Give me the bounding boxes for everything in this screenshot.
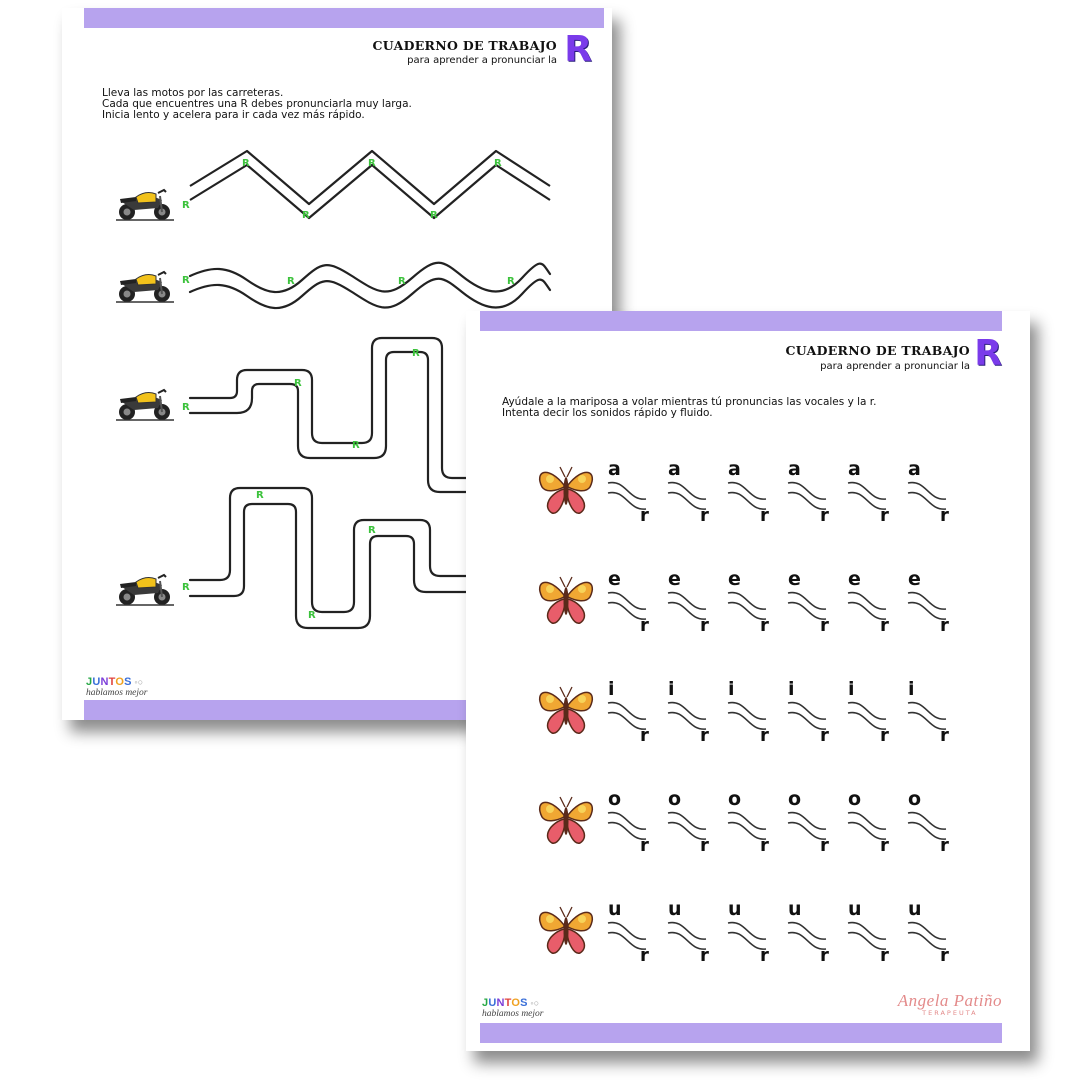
vowel-letter: a xyxy=(908,458,921,480)
butterfly-antennae xyxy=(560,687,572,697)
motorcycle-rear-hub xyxy=(124,291,131,298)
flight-path-upper xyxy=(788,593,826,610)
instruction-line: Ayúdale a la mariposa a volar mientras tú pronuncias las vocales y la r. xyxy=(502,396,877,408)
butterfly-icon xyxy=(540,797,593,843)
road-r-marker: R xyxy=(308,610,316,621)
vowel-letter: u xyxy=(908,898,922,920)
end-letter-r: r xyxy=(880,725,889,746)
end-letter-r: r xyxy=(760,505,769,526)
vowel-letter: u xyxy=(848,898,862,920)
road-edge-top xyxy=(190,263,550,292)
logo-letter: N xyxy=(496,997,505,1009)
butterfly-icon xyxy=(540,467,593,513)
end-letter-r: r xyxy=(700,835,709,856)
motorcycle-icon xyxy=(116,575,174,605)
flight-path-upper xyxy=(668,483,706,500)
flight-path-upper xyxy=(908,813,946,830)
vowel-letter: a xyxy=(668,458,681,480)
flight-path-upper xyxy=(728,703,766,720)
road-edge-top xyxy=(190,488,466,612)
butterfly-icon xyxy=(540,687,593,733)
signature-name: Angela Patiño xyxy=(897,991,1002,1010)
logo-letter: U xyxy=(488,997,497,1009)
header-subtitle: para aprender a pronunciar la xyxy=(820,361,970,372)
header-big-r: R xyxy=(564,29,592,70)
vowel-letter: e xyxy=(728,568,741,590)
flight-path-upper xyxy=(608,483,646,500)
instruction-line: Cada que encuentres una R debes pronunciarla muy larga. xyxy=(102,98,412,110)
vowel-letter: o xyxy=(788,788,802,810)
vowel-letter: a xyxy=(608,458,621,480)
logo-tagline: hablamos mejor xyxy=(482,1009,544,1019)
logo-letter: S xyxy=(520,997,528,1009)
juntos-logo xyxy=(86,670,148,698)
motorcycle-icon xyxy=(116,272,174,302)
juntos-logo xyxy=(482,991,544,1019)
end-letter-r: r xyxy=(940,505,949,526)
end-letter-r: r xyxy=(760,835,769,856)
logo-letter: O xyxy=(115,676,125,688)
butterfly-antennae xyxy=(560,577,572,587)
vowel-letter: i xyxy=(728,678,735,700)
road-edge-bottom xyxy=(190,352,466,492)
butterfly-spot xyxy=(578,585,586,593)
butterfly-icon xyxy=(540,577,593,623)
vowel-letter: o xyxy=(908,788,922,810)
road-r-marker: R xyxy=(256,490,264,501)
logo-letter: J xyxy=(482,997,489,1009)
flight-path-upper xyxy=(908,483,946,500)
header-title: CUADERNO DE TRABAJO xyxy=(372,38,557,53)
butterfly-antennae xyxy=(560,797,572,807)
logo-letter: U xyxy=(92,676,101,688)
road-edge-bottom xyxy=(190,279,550,308)
end-letter-r: r xyxy=(700,945,709,966)
vowel-letter: e xyxy=(668,568,681,590)
flight-path-upper xyxy=(848,483,886,500)
end-letter-r: r xyxy=(880,615,889,636)
flight-path-upper xyxy=(728,923,766,940)
end-letter-r: r xyxy=(700,615,709,636)
end-letter-r: r xyxy=(880,945,889,966)
motorcycle-rear-hub xyxy=(124,409,131,416)
road-r-marker: R xyxy=(368,525,376,536)
butterfly-wing-bottom-right xyxy=(567,819,584,843)
end-letter-r: r xyxy=(940,615,949,636)
flight-path-upper xyxy=(668,593,706,610)
butterfly-spot xyxy=(546,695,554,703)
logo-mark-icon: ◦○ xyxy=(131,677,144,687)
road-r-marker: R xyxy=(182,200,190,211)
vowel-letter: e xyxy=(788,568,801,590)
road-r-marker: R xyxy=(368,158,376,169)
end-letter-r: r xyxy=(820,505,829,526)
butterfly-wing-bottom-left xyxy=(548,489,565,513)
vowel-letter: o xyxy=(728,788,742,810)
motorcycle-icon xyxy=(116,190,174,220)
vowel-letter: u xyxy=(668,898,682,920)
motorcycle-icon xyxy=(116,390,174,420)
butterfly-body xyxy=(564,477,569,505)
vowel-letter: e xyxy=(608,568,621,590)
flight-path-upper xyxy=(848,593,886,610)
road-edge-bottom xyxy=(190,165,550,218)
butterfly-wing-bottom-right xyxy=(567,929,584,953)
logo-letter: T xyxy=(504,997,512,1009)
flight-path-upper xyxy=(728,813,766,830)
logo-letter: T xyxy=(108,676,116,688)
instruction-line: Intenta decir los sonidos rápido y fluido. xyxy=(502,407,713,419)
flight-path-upper xyxy=(668,703,706,720)
road-r-marker: R xyxy=(398,276,406,287)
butterfly-wing-bottom-left xyxy=(548,929,565,953)
vowel-letter: o xyxy=(608,788,622,810)
motorcycle-rear-hub xyxy=(124,594,131,601)
end-letter-r: r xyxy=(820,835,829,856)
logo-letter: S xyxy=(124,676,132,688)
worksheet-page-butterflies xyxy=(466,311,1030,1051)
motorcycle-tank xyxy=(136,578,156,588)
butterfly-wing-bottom-right xyxy=(567,709,584,733)
bottom-band xyxy=(480,1023,1002,1043)
flight-path-upper xyxy=(908,703,946,720)
motorcycle-handlebar xyxy=(158,390,166,393)
vowel-letter: e xyxy=(908,568,921,590)
instruction-line: Lleva las motos por las carreteras. xyxy=(102,87,284,99)
butterfly-wing-bottom-left xyxy=(548,599,565,623)
butterfly-spot xyxy=(546,805,554,813)
flight-path-upper xyxy=(848,923,886,940)
flight-path-upper xyxy=(788,483,826,500)
end-letter-r: r xyxy=(820,725,829,746)
vowel-letter: i xyxy=(788,678,795,700)
end-letter-r: r xyxy=(760,725,769,746)
flight-path-upper xyxy=(608,813,646,830)
flight-path-upper xyxy=(788,923,826,940)
end-letter-r: r xyxy=(640,945,649,966)
motorcycle-handlebar xyxy=(158,190,166,193)
road-r-marker: R xyxy=(412,348,420,359)
butterfly-wing-bottom-right xyxy=(567,489,584,513)
road-r-marker: R xyxy=(507,276,515,287)
vowel-letter: e xyxy=(848,568,861,590)
header-title: CUADERNO DE TRABAJO xyxy=(785,343,970,358)
butterfly-antennae xyxy=(560,467,572,477)
flight-path-upper xyxy=(608,593,646,610)
motorcycle-handlebar xyxy=(158,575,166,578)
road-r-marker: R xyxy=(242,158,250,169)
road-r-marker: R xyxy=(287,276,295,287)
butterfly-icon xyxy=(540,907,593,953)
flight-path-upper xyxy=(788,813,826,830)
vowel-letter: a xyxy=(848,458,861,480)
butterfly-body xyxy=(564,587,569,615)
butterfly-antennae xyxy=(560,907,572,917)
flight-path-upper xyxy=(728,483,766,500)
flight-path-upper xyxy=(908,593,946,610)
flight-path-upper xyxy=(668,813,706,830)
end-letter-r: r xyxy=(880,505,889,526)
end-letter-r: r xyxy=(820,615,829,636)
end-letter-r: r xyxy=(640,835,649,856)
butterfly-wing-bottom-left xyxy=(548,709,565,733)
road-r-marker: R xyxy=(494,158,502,169)
logo-letter: O xyxy=(511,997,521,1009)
logo-mark-icon: ◦○ xyxy=(527,998,540,1008)
butterfly-body xyxy=(564,807,569,835)
butterfly-spot xyxy=(578,475,586,483)
butterfly-spot xyxy=(578,695,586,703)
logo-letter: J xyxy=(86,676,93,688)
road-r-marker: R xyxy=(294,378,302,389)
motorcycle-tank xyxy=(136,193,156,203)
end-letter-r: r xyxy=(940,835,949,856)
vowel-letter: a xyxy=(728,458,741,480)
logo-tagline: hablamos mejor xyxy=(86,688,148,698)
flight-path-upper xyxy=(668,923,706,940)
header-big-r: R xyxy=(974,333,1002,374)
vowel-letter: o xyxy=(668,788,682,810)
therapist-signature xyxy=(898,991,1002,1017)
vowel-letter: a xyxy=(788,458,801,480)
road-edge-bottom xyxy=(190,504,466,628)
flight-path-upper xyxy=(608,923,646,940)
flight-path-upper xyxy=(848,703,886,720)
flight-path-upper xyxy=(788,703,826,720)
vowel-letter: u xyxy=(728,898,742,920)
motorcycle-tank xyxy=(136,275,156,285)
end-letter-r: r xyxy=(940,725,949,746)
butterfly-wing-bottom-right xyxy=(567,599,584,623)
road-r-marker: R xyxy=(182,275,190,286)
end-letter-r: r xyxy=(760,945,769,966)
end-letter-r: r xyxy=(640,725,649,746)
vowel-letter: o xyxy=(848,788,862,810)
signature-title: TERAPEUTA xyxy=(922,1009,978,1017)
butterfly-body xyxy=(564,917,569,945)
butterfly-wing-bottom-left xyxy=(548,819,565,843)
end-letter-r: r xyxy=(760,615,769,636)
vowel-letter: i xyxy=(668,678,675,700)
motorcycle-tank xyxy=(136,393,156,403)
butterfly-spot xyxy=(546,915,554,923)
vowel-letter: i xyxy=(848,678,855,700)
butterfly-body xyxy=(564,697,569,725)
flight-path-upper xyxy=(728,593,766,610)
road-r-marker: R xyxy=(430,210,438,221)
road-r-marker: R xyxy=(302,210,310,221)
end-letter-r: r xyxy=(940,945,949,966)
flight-path-upper xyxy=(848,813,886,830)
end-letter-r: r xyxy=(700,505,709,526)
butterfly-spot xyxy=(546,475,554,483)
end-letter-r: r xyxy=(640,505,649,526)
end-letter-r: r xyxy=(880,835,889,856)
road-r-marker: R xyxy=(182,582,190,593)
flight-path-upper xyxy=(908,923,946,940)
instruction-line: Inicia lento y acelera para ir cada vez más rápido. xyxy=(102,109,365,121)
road-r-marker: R xyxy=(352,440,360,451)
butterfly-rows-canvas xyxy=(466,311,1030,1051)
butterfly-spot xyxy=(578,805,586,813)
vowel-letter: i xyxy=(908,678,915,700)
butterfly-spot xyxy=(578,915,586,923)
vowel-letter: u xyxy=(788,898,802,920)
vowel-letter: u xyxy=(608,898,622,920)
motorcycle-rear-hub xyxy=(124,209,131,216)
flight-path-upper xyxy=(608,703,646,720)
road-r-marker: R xyxy=(182,402,190,413)
motorcycle-handlebar xyxy=(158,272,166,275)
logo-letter: N xyxy=(100,676,109,688)
vowel-letter: i xyxy=(608,678,615,700)
header-subtitle: para aprender a pronunciar la xyxy=(407,55,557,66)
butterfly-spot xyxy=(546,585,554,593)
end-letter-r: r xyxy=(820,945,829,966)
end-letter-r: r xyxy=(640,615,649,636)
end-letter-r: r xyxy=(700,725,709,746)
